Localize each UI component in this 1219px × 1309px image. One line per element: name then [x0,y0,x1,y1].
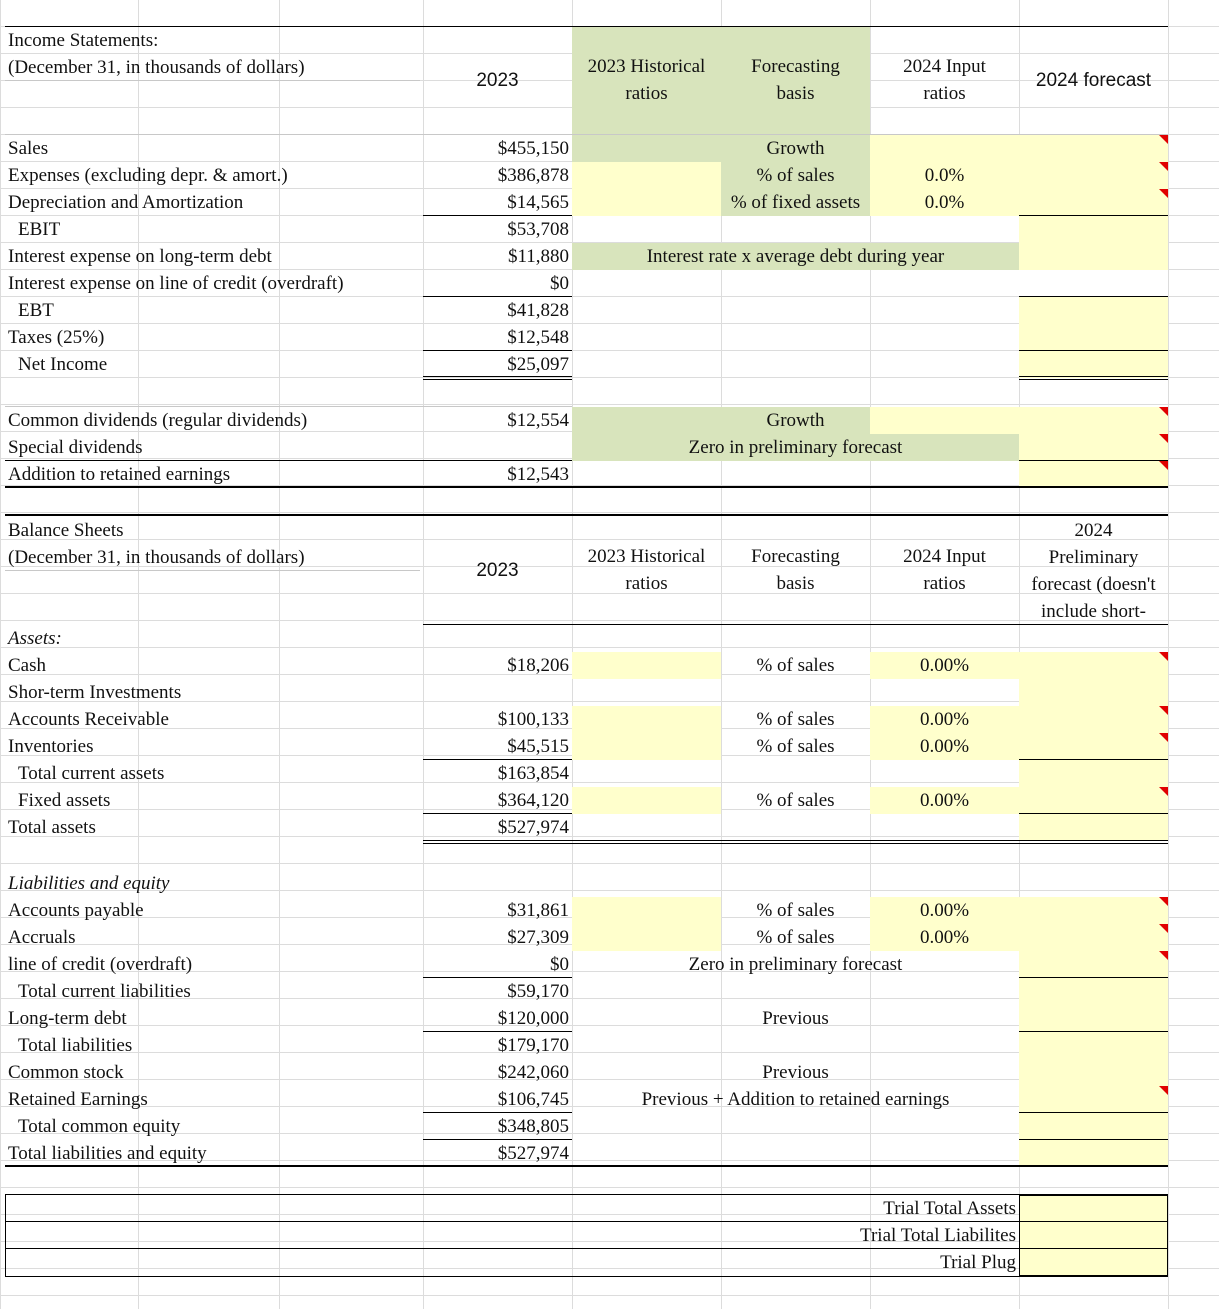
row-ratio-inventories[interactable]: 0.00% [919,736,970,757]
row-basis-fixed-assets[interactable]: % of sales [756,790,835,811]
row-value-common-dividends[interactable]: $12,554 [507,410,569,431]
balance-input-header-1: 2024 Input [903,546,986,567]
balance-basis-header-1: Forecasting [751,546,840,567]
row-value-ebt[interactable]: $41,828 [507,300,569,321]
row-ratio-fixed-assets[interactable]: 0.00% [919,790,970,811]
row-basis-sales[interactable]: Growth [766,138,825,159]
balance-basis-header-2: basis [776,573,815,594]
row-ratio-receivables[interactable]: 0.00% [919,709,970,730]
row-label-fixed-assets: Fixed assets [18,790,111,811]
comment-marker-icon[interactable] [1159,135,1168,144]
row-value-receivables[interactable]: $100,133 [497,709,569,730]
row-basis-accounts-payable[interactable]: % of sales [756,900,835,921]
comment-marker-icon[interactable] [1159,652,1168,661]
row-value-sales[interactable]: $455,150 [497,138,569,159]
row-value-fixed-assets[interactable]: $364,120 [497,790,569,811]
row-basis-common-dividends[interactable]: Growth [766,410,825,431]
comment-marker-icon[interactable] [1159,787,1168,796]
comment-marker-icon[interactable] [1159,706,1168,715]
row-ratio-cash[interactable]: 0.00% [919,655,970,676]
balance-forecast-header-1: 2024 [1074,520,1113,541]
row-value-total-assets[interactable]: $527,974 [497,817,569,838]
row-basis-special-dividends[interactable]: Zero in preliminary forecast [688,437,903,458]
row-label-retained-earnings: Retained Earnings [8,1089,148,1110]
row-basis-receivables[interactable]: % of sales [756,709,835,730]
row-label-interest-loc: Interest expense on line of credit (overdraft) [8,273,344,294]
comment-marker-icon[interactable] [1159,461,1168,470]
balance-forecast-header-4: include short- [1040,601,1146,622]
row-label-total-current-liabilities: Total current liabilities [18,981,191,1002]
row-label-sales: Sales [8,138,49,159]
row-value-cash[interactable]: $18,206 [507,655,569,676]
trial-plug-label: Trial Plug [940,1252,1016,1273]
row-value-accruals[interactable]: $27,309 [507,927,569,948]
income-forecast-header: 2024 forecast [1035,70,1152,91]
row-value-addition-re[interactable]: $12,543 [507,464,569,485]
row-value-interest-loc[interactable]: $0 [550,273,569,294]
row-value-common-stock[interactable]: $242,060 [497,1062,569,1083]
comment-marker-icon[interactable] [1159,189,1168,198]
row-basis-accruals[interactable]: % of sales [756,927,835,948]
balance-hist-header-2: ratios [625,573,668,594]
row-value-retained-earnings[interactable]: $106,745 [497,1089,569,1110]
row-label-total-assets: Total assets [8,817,96,838]
trial-plug-cell[interactable] [1019,1249,1168,1276]
row-label-common-dividends: Common dividends (regular dividends) [8,410,308,431]
row-basis-depreciation[interactable]: % of fixed assets [730,192,861,213]
balance-forecast-header-3: forecast (doesn't [1031,574,1156,595]
income-basis-header-2: basis [776,83,815,104]
row-value-total-current-liabilities[interactable]: $59,170 [507,981,569,1002]
row-label-total-liabilities: Total liabilities [18,1035,133,1056]
row-basis-expenses[interactable]: % of sales [756,165,835,186]
row-label-accounts-payable: Accounts payable [8,900,144,921]
row-label-cash: Cash [8,655,46,676]
row-value-expenses[interactable]: $386,878 [497,165,569,186]
trial-total-assets-cell[interactable] [1019,1195,1168,1222]
row-label-net-income: Net Income [18,354,108,375]
row-label-special-dividends: Special dividends [8,437,143,458]
row-value-depreciation[interactable]: $14,565 [507,192,569,213]
row-label-total-common-equity: Total common equity [18,1116,181,1137]
comment-marker-icon[interactable] [1159,897,1168,906]
row-value-line-of-credit[interactable]: $0 [550,954,569,975]
row-value-inventories[interactable]: $45,515 [507,736,569,757]
income-input-header-2: ratios [923,83,966,104]
row-value-taxes[interactable]: $12,548 [507,327,569,348]
row-ratio-expenses[interactable]: 0.0% [924,165,965,186]
row-label-total-liabilities-equity: Total liabilities and equity [8,1143,207,1164]
balance-input-header-2: ratios [923,573,966,594]
balance-forecast-header-2: Preliminary [1048,547,1139,568]
income-basis-header-1: Forecasting [751,56,840,77]
comment-marker-icon[interactable] [1159,733,1168,742]
comment-marker-icon[interactable] [1159,924,1168,933]
row-basis-retained-earnings[interactable]: Previous + Addition to retained earnings [641,1089,950,1110]
assets-label: Assets: [8,628,62,649]
income-hist-header-1: 2023 Historical [587,56,706,77]
income-year-header: 2023 [476,70,519,91]
row-basis-line-of-credit[interactable]: Zero in preliminary forecast [688,954,903,975]
row-label-total-current-assets: Total current assets [18,763,165,784]
comment-marker-icon[interactable] [1159,407,1168,416]
income-title: Income Statements: [8,30,159,51]
row-label-common-stock: Common stock [8,1062,124,1083]
row-label-interest-ltd: Interest expense on long-term debt [8,246,272,267]
row-ratio-accounts-payable[interactable]: 0.00% [919,900,970,921]
row-value-total-liabilities[interactable]: $179,170 [497,1035,569,1056]
row-value-total-current-assets[interactable]: $163,854 [497,763,569,784]
trial-total-liabilities-label: Trial Total Liabilites [860,1225,1016,1246]
row-label-st-investments: Shor-term Investments [8,682,182,703]
row-value-total-liabilities-equity[interactable]: $527,974 [497,1143,569,1164]
row-label-taxes: Taxes (25%) [8,327,105,348]
comment-marker-icon[interactable] [1159,162,1168,171]
row-basis-common-stock[interactable]: Previous [762,1062,829,1083]
row-basis-inventories[interactable]: % of sales [756,736,835,757]
row-label-expenses: Expenses (excluding depr. & amort.) [8,165,288,186]
row-basis-cash[interactable]: % of sales [756,655,835,676]
balance-hist-header-1: 2023 Historical [587,546,706,567]
row-label-depreciation: Depreciation and Amortization [8,192,244,213]
income-hist-header-2: ratios [625,83,668,104]
row-basis-interest-ltd[interactable]: Interest rate x average debt during year [646,246,945,267]
row-label-long-term-debt: Long-term debt [8,1008,127,1029]
row-ratio-accruals[interactable]: 0.00% [919,927,970,948]
liabilities-label: Liabilities and equity [8,873,170,894]
row-value-total-common-equity[interactable]: $348,805 [497,1116,569,1137]
row-ratio-depreciation[interactable]: 0.0% [924,192,965,213]
comment-marker-icon[interactable] [1159,1086,1168,1095]
trial-total-liabilities-cell[interactable] [1019,1222,1168,1249]
row-value-interest-ltd[interactable]: $11,880 [507,246,569,267]
row-value-ebit[interactable]: $53,708 [507,219,569,240]
balance-year-header: 2023 [476,560,519,581]
income-subtitle: (December 31, in thousands of dollars) [8,57,305,78]
row-value-accounts-payable[interactable]: $31,861 [507,900,569,921]
income-input-header-1: 2024 Input [903,56,986,77]
balance-subtitle: (December 31, in thousands of dollars) [8,547,305,568]
trial-total-assets-label: Trial Total Assets [883,1198,1016,1219]
row-label-receivables: Accounts Receivable [8,709,169,730]
row-label-accruals: Accruals [8,927,76,948]
row-label-ebt: EBT [18,300,54,321]
row-label-line-of-credit: line of credit (overdraft) [8,954,193,975]
balance-title: Balance Sheets [8,520,124,541]
row-label-addition-re: Addition to retained earnings [8,464,231,485]
row-label-ebit: EBIT [18,219,61,240]
row-basis-long-term-debt[interactable]: Previous [762,1008,829,1029]
row-value-net-income[interactable]: $25,097 [507,354,569,375]
comment-marker-icon[interactable] [1159,434,1168,443]
row-label-inventories: Inventories [8,736,94,757]
comment-marker-icon[interactable] [1159,951,1168,960]
row-value-long-term-debt[interactable]: $120,000 [497,1008,569,1029]
